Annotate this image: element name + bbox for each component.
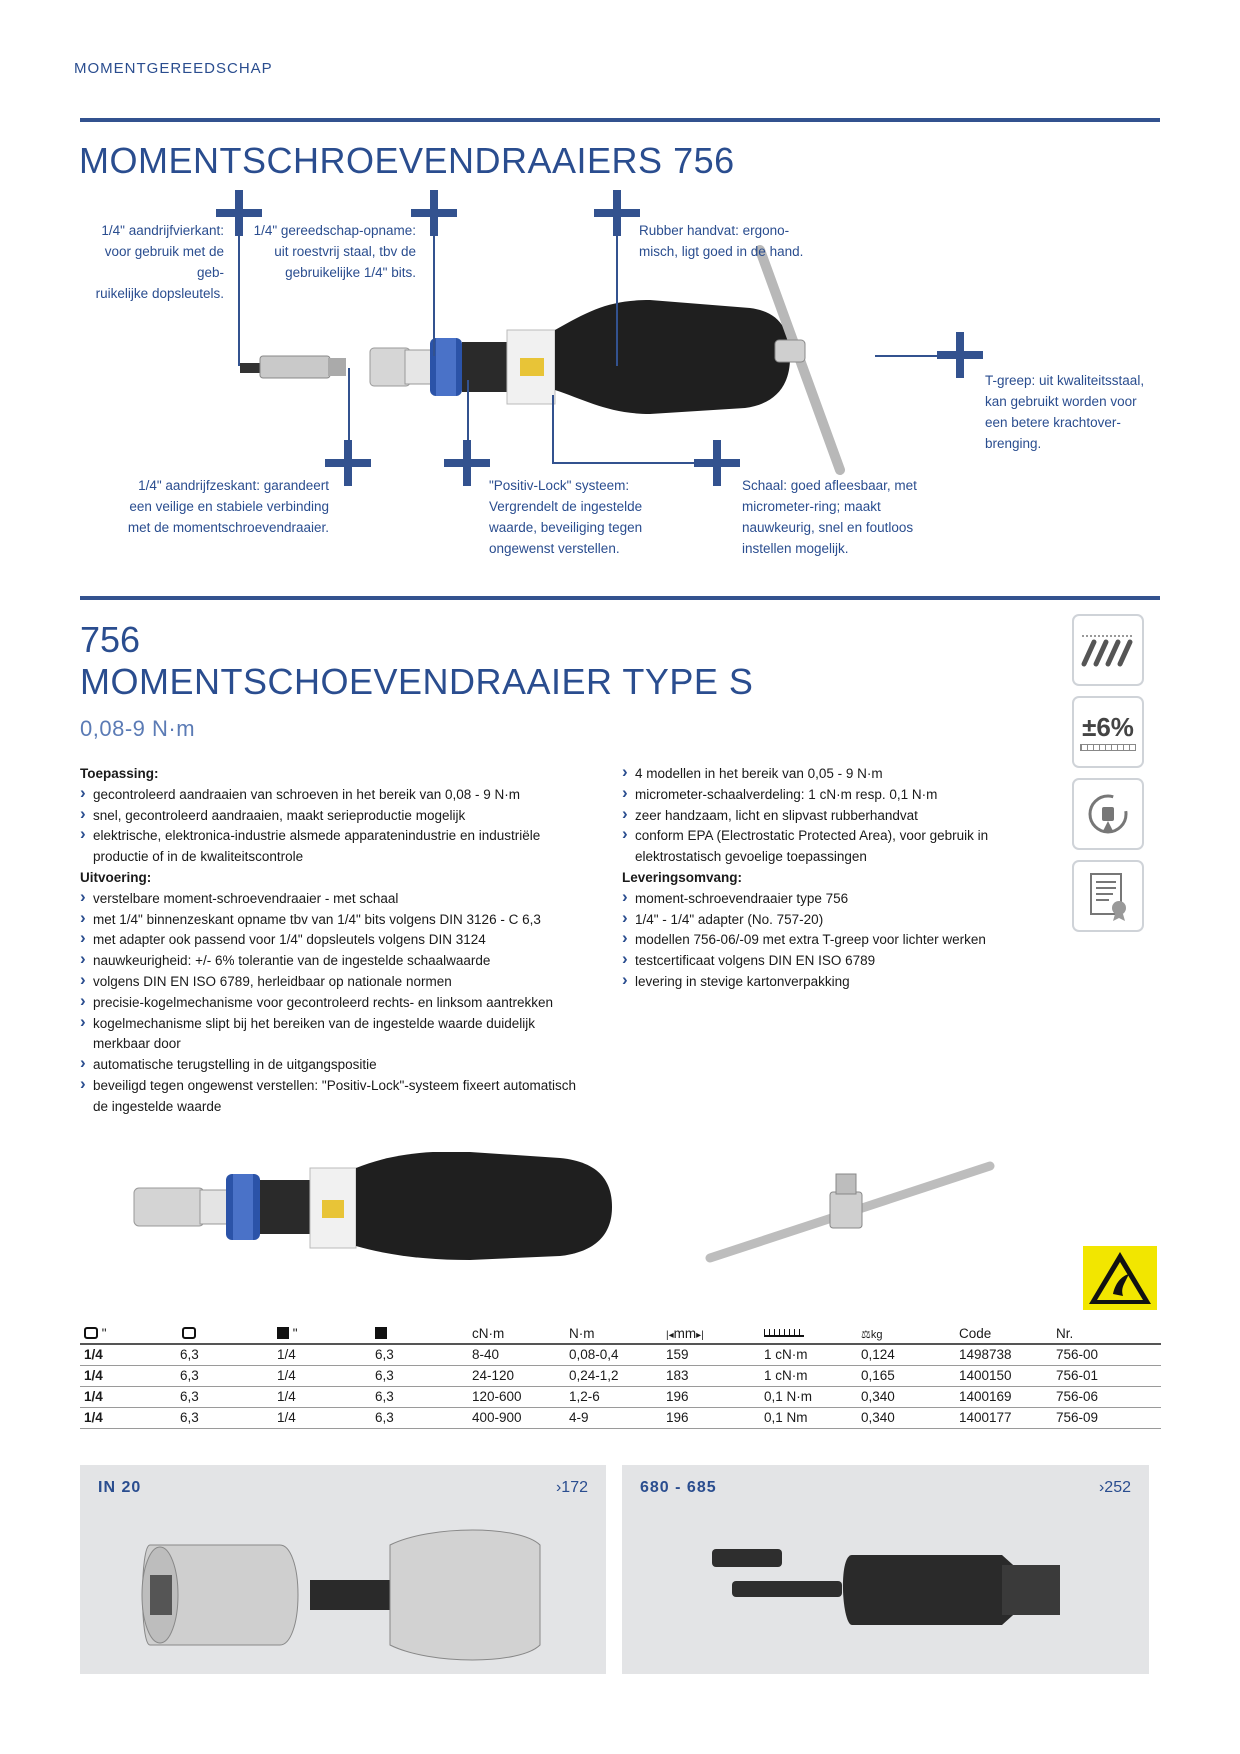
table-cell: 0,24-1,2 [565, 1365, 662, 1386]
feature-item: › modellen 756-06/-09 met extra T-greep voor lichter werken [622, 930, 1042, 951]
t-handle-photo [700, 1160, 1000, 1270]
top-rule [80, 118, 1160, 122]
annotated-diagram [0, 200, 1240, 570]
tolerance-badge: ±6% [1082, 712, 1134, 742]
table-cell: 0,124 [857, 1344, 955, 1365]
certificate-icon [1072, 860, 1144, 932]
table-row [80, 1407, 1161, 1428]
feature-item: › kogelmechanisme slipt bij het bereiken van de ingestelde waarde duidelijk merkbaar door [80, 1014, 580, 1056]
col-length: |◂mm▸| [662, 1322, 760, 1344]
feature-item: › testcertificaat volgens DIN EN ISO 6789 [622, 951, 1042, 972]
square-icon [277, 1327, 289, 1339]
table-cell: 1498738 [955, 1344, 1052, 1365]
table-cell: 756-09 [1052, 1407, 1161, 1428]
callout-drive-hex: 1/4" aandrijfzeskant: garandeert een veilige en stabiele verbinding met de momentschroevendraaier. [127, 478, 329, 535]
weight-scale-icon: ⚖kg [861, 1328, 883, 1341]
section-label: MOMENTGEREEDSCHAP [74, 60, 273, 77]
callout-drive-square: 1/4" aandrijfvierkant: voor gebruik met de geb- ruikelijke dopsleutels. [95, 223, 224, 301]
table-cell: 1,2-6 [565, 1386, 662, 1407]
feature-item: › 4 modellen in het bereik van 0,05 - 9 N·m [622, 764, 1042, 785]
plus-icon [937, 332, 983, 378]
table-cell: 4-9 [565, 1407, 662, 1428]
feature-item: › verstelbare moment-schroevendraaier - met schaal [80, 889, 580, 910]
table-cell: 6,3 [371, 1365, 468, 1386]
table-cell: 1/4 [80, 1407, 176, 1428]
table-cell: 756-01 [1052, 1365, 1161, 1386]
col-nr: Nr. [1052, 1322, 1161, 1344]
leader-line [433, 236, 435, 356]
panel-title: 680 - 685 [640, 1479, 717, 1496]
product-range: 0,08-9 N·m [80, 716, 196, 741]
plus-icon [325, 440, 371, 486]
hexagon-icon [84, 1327, 98, 1339]
table-cell: 196 [662, 1386, 760, 1407]
leader-line [616, 236, 618, 366]
feature-item: › moment-schroevendraaier type 756 [622, 889, 1042, 910]
table-cell: 1400150 [955, 1365, 1052, 1386]
feature-item: › nauwkeurigheid: +/- 6% tolerantie van de ingestelde schaalwaarde [80, 951, 580, 972]
table-cell: 1/4 [273, 1344, 371, 1365]
leader-line [348, 368, 350, 448]
panel-title: IN 20 [98, 1479, 142, 1496]
tolerance-icon [1072, 696, 1144, 768]
feature-item: › met 1/4" binnenzeskant opname tbv van 1/4" bits volgens DIN 3126 - C 6,3 [80, 910, 580, 931]
length-arrow-icon: |◂ [666, 1329, 674, 1341]
square-icon [375, 1327, 387, 1339]
callout-tool-holder: 1/4" gereedschap-opname: uit roestvrij staal, tbv de gebruikelijke 1/4" bits. [253, 223, 416, 280]
table-cell: 196 [662, 1407, 760, 1428]
screwdriver-photo [130, 1152, 620, 1262]
col-cnm: cN·m [468, 1322, 565, 1344]
feature-item: › zeer handzaam, licht en slipvast rubberhandvat [622, 806, 1042, 827]
callout-rubber-handle: Rubber handvat: ergono- misch, ligt goed in de hand. [639, 223, 804, 259]
features-left [80, 764, 580, 1118]
panel-page-link[interactable]: ›252 [1098, 1479, 1131, 1496]
table-cell: 0,08-0,4 [565, 1344, 662, 1365]
esd-warning-icon [1083, 1246, 1157, 1310]
table-cell: 24-120 [468, 1365, 565, 1386]
callout-t-handle: T-greep: uit kwaliteitsstaal, kan gebruikt worden voor een betere krachtover- brenging. [985, 373, 1145, 451]
table-cell: 6,3 [176, 1386, 273, 1407]
table-cell: 0,165 [857, 1365, 955, 1386]
plus-icon [444, 440, 490, 486]
table-cell: 6,3 [371, 1344, 468, 1365]
page-title: MOMENTSCHROEVENDRAAIERS 756 [79, 140, 735, 181]
table-cell: 0,1 Nm [760, 1407, 857, 1428]
torque-direction-icon [1072, 778, 1144, 850]
leader-line [552, 395, 554, 463]
table-header-row [80, 1322, 1161, 1344]
table-cell: 1/4 [80, 1386, 176, 1407]
section-rule [80, 596, 1160, 600]
table-cell: 756-00 [1052, 1344, 1161, 1365]
feature-heading: Uitvoering: [80, 869, 152, 885]
callout-positiv-lock: "Positiv-Lock" systeem: Vergrendelt de ingestelde waarde, beveiliging tegen ongewenst verstellen. [489, 478, 643, 556]
ergonomic-grip-icon [1072, 614, 1144, 686]
spec-table [80, 1322, 1161, 1429]
feature-item: › precisie-kogelmechanisme voor gecontroleerd rechts- en linksom aantrekken [80, 993, 580, 1014]
plus-icon [411, 190, 457, 236]
table-cell: 1/4 [273, 1386, 371, 1407]
leader-line [238, 236, 240, 366]
feature-item: › met adapter ook passend voor 1/4" dopsleutels volgens DIN 3124 [80, 930, 580, 951]
table-cell: 6,3 [371, 1386, 468, 1407]
table-cell: 0,340 [857, 1386, 955, 1407]
crossref-panel-in20[interactable] [80, 1465, 606, 1674]
crossref-panel-680[interactable] [622, 1465, 1149, 1674]
product-number: 756 [80, 619, 141, 660]
table-cell: 756-06 [1052, 1386, 1161, 1407]
table-cell: 6,3 [176, 1407, 273, 1428]
feature-item: › levering in stevige kartonverpakking [622, 972, 1042, 993]
col-hex-mm [176, 1322, 273, 1344]
table-row [80, 1386, 1161, 1407]
col-scale-division [760, 1322, 857, 1344]
scale-ruler-icon [764, 1329, 804, 1337]
table-row [80, 1344, 1161, 1365]
table-cell: 1 cN·m [760, 1365, 857, 1386]
product-title: MOMENTSCHOEVENDRAAIER TYPE S [80, 661, 754, 702]
socket-photo [140, 1525, 560, 1665]
table-row [80, 1365, 1161, 1386]
feature-heading: Leveringsomvang: [622, 869, 743, 885]
table-cell: 6,3 [176, 1365, 273, 1386]
feature-item: › elektrische, elektronica-industrie alsmede apparatenindustrie en industriële productie of in de kwaliteitscontrole [80, 826, 580, 868]
table-cell: 1400169 [955, 1386, 1052, 1407]
table-cell: 1/4 [273, 1365, 371, 1386]
feature-item: › beveiligd tegen ongewenst verstellen: "Positiv-Lock"-systeem fixeert automatisch de ingestelde waarde [80, 1076, 580, 1118]
col-nm: N·m [565, 1322, 662, 1344]
col-weight [857, 1322, 955, 1344]
feature-item: › volgens DIN EN ISO 6789, herleidbaar op nationale normen [80, 972, 580, 993]
panel-page-link[interactable]: ›172 [555, 1479, 588, 1496]
feature-item: › gecontroleerd aandraaien van schroeven in het bereik van 0,08 - 9 N·m [80, 785, 580, 806]
hexagon-icon [182, 1327, 196, 1339]
col-hex-drive: " [80, 1322, 176, 1344]
feature-heading: Toepassing: [80, 766, 159, 781]
table-cell: 6,3 [176, 1344, 273, 1365]
table-cell: 0,340 [857, 1407, 955, 1428]
table-cell: 1/4 [80, 1365, 176, 1386]
table-cell: 1400177 [955, 1407, 1052, 1428]
table-cell: 1/4 [273, 1407, 371, 1428]
plus-icon [694, 440, 740, 486]
table-cell: 183 [662, 1365, 760, 1386]
bits-photo [702, 1535, 1082, 1645]
table-cell: 0,1 N·m [760, 1386, 857, 1407]
feature-item: › snel, gecontroleerd aandraaien, maakt serieproductie mogelijk [80, 806, 580, 827]
table-cell: 8-40 [468, 1344, 565, 1365]
feature-item: › micrometer-schaalverdeling: 1 cN·m resp. 0,1 N·m [622, 785, 1042, 806]
feature-item: › conform EPA (Electrostatic Protected Area), voor gebruik in elektrostatisch gevoelige toepassingen [622, 826, 1042, 868]
table-cell: 1 cN·m [760, 1344, 857, 1365]
table-cell: 120-600 [468, 1386, 565, 1407]
table-cell: 6,3 [371, 1407, 468, 1428]
col-square-mm [371, 1322, 468, 1344]
feature-item: › 1/4" - 1/4" adapter (No. 757-20) [622, 910, 1042, 931]
table-cell: 159 [662, 1344, 760, 1365]
leader-line [552, 462, 712, 464]
features-right [622, 764, 1042, 993]
callout-scale: Schaal: goed afleesbaar, met micrometer-ring; maakt nauwkeurig, snel en foutloos instellen mogelijk. [742, 478, 917, 556]
col-code: Code [955, 1322, 1052, 1344]
feature-item: › automatische terugstelling in de uitgangspositie [80, 1055, 580, 1076]
table-cell: 400-900 [468, 1407, 565, 1428]
plus-icon [594, 190, 640, 236]
col-square-drive: " [273, 1322, 371, 1344]
table-cell: 1/4 [80, 1344, 176, 1365]
